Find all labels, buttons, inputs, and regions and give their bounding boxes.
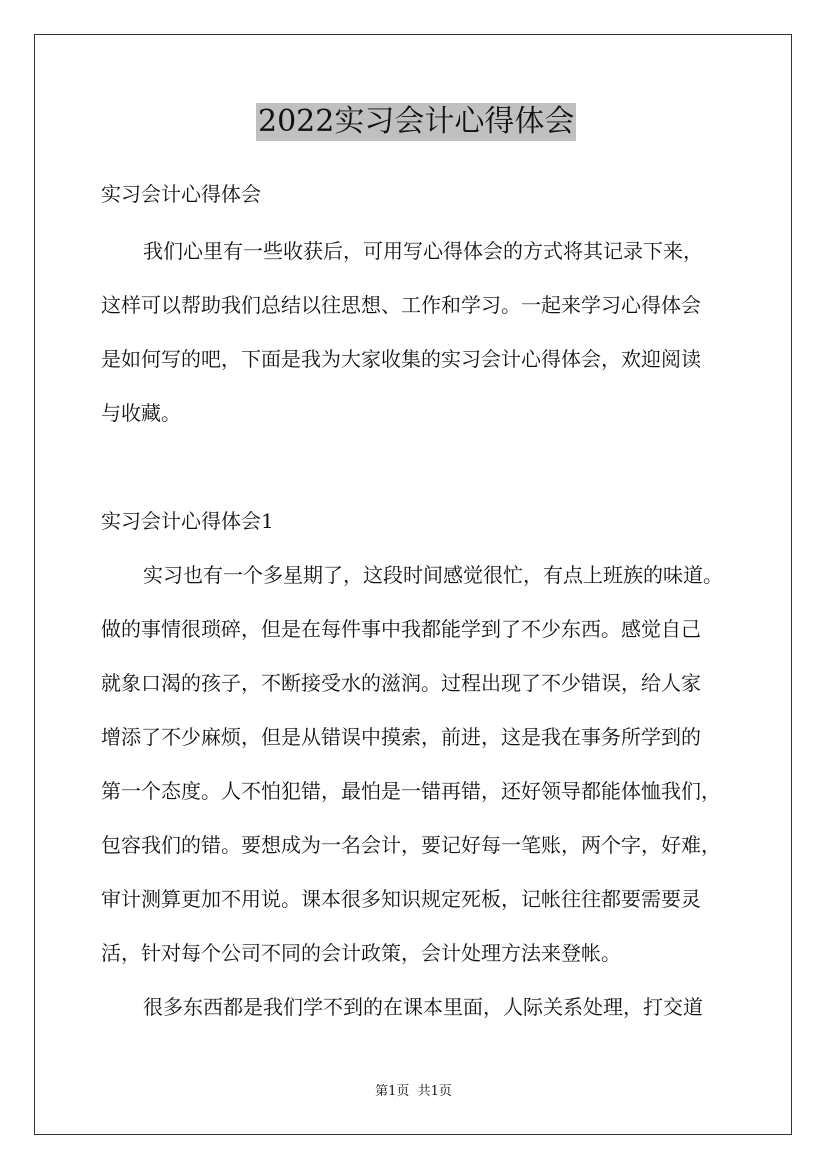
section1-line: 增添了不少麻烦，但是从错误中摸索，前进，这是我在事务所学到的 bbox=[101, 725, 701, 749]
section1-line: 活，针对每个公司不同的会计政策，会计处理方法来登帐。 bbox=[101, 941, 621, 965]
document-title: 2022实习会计心得体会 bbox=[258, 104, 575, 139]
section1-heading: 实习会计心得体会1 bbox=[101, 509, 274, 533]
section1-line: 就象口渴的孩子，不断接受水的滋润。过程出现了不少错误，给人家 bbox=[101, 671, 701, 695]
intro-line: 与收藏。 bbox=[101, 401, 181, 425]
intro-line: 我们心里有一些收获后，可用写心得体会的方式将其记录下来， bbox=[143, 239, 703, 263]
page-number-footer: 第1页 共1页 bbox=[375, 1084, 452, 1099]
section1-line: 实习也有一个多星期了，这段时间感觉很忙，有点上班族的味道。 bbox=[143, 563, 723, 587]
intro-heading: 实习会计心得体会 bbox=[101, 182, 261, 206]
section1-line: 审计测算更加不用说。课本很多知识规定死板，记帐往往都要需要灵 bbox=[101, 887, 701, 911]
section1-line: 第一个态度。人不怕犯错，最怕是一错再错，还好领导都能体恤我们， bbox=[101, 779, 721, 803]
intro-line: 这样可以帮助我们总结以往思想、工作和学习。一起来学习心得体会 bbox=[101, 293, 701, 317]
section1-line: 做的事情很琐碎，但是在每件事中我都能学到了不少东西。感觉自己 bbox=[101, 617, 701, 641]
intro-line: 是如何写的吧，下面是我为大家收集的实习会计心得体会，欢迎阅读 bbox=[101, 347, 701, 371]
section1-line: 包容我们的错。要想成为一名会计，要记好每一笔账，两个字，好难， bbox=[101, 833, 721, 857]
section1-paragraph2-line: 很多东西都是我们学不到的在课本里面，人际关系处理，打交道 bbox=[143, 995, 703, 1019]
